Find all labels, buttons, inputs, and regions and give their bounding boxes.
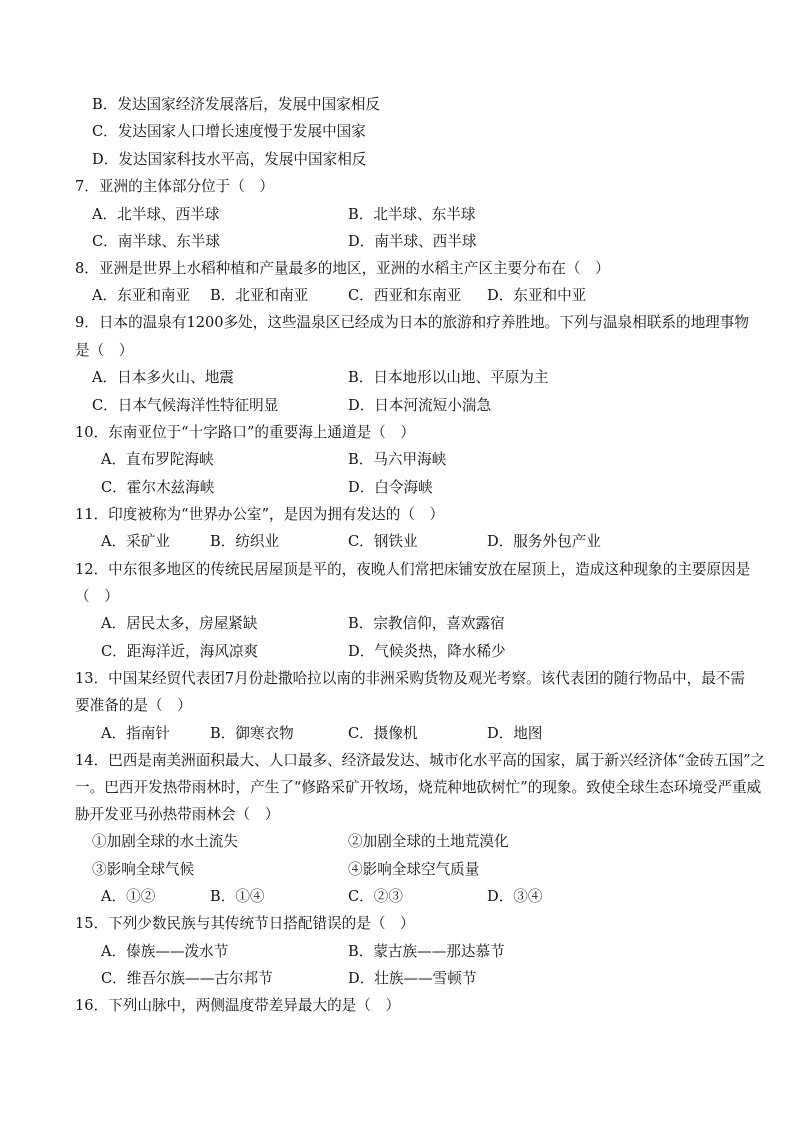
q11-option-d: D．服务外包产业 bbox=[487, 533, 601, 550]
q7-option-c: C．南半球、东半球 bbox=[92, 233, 220, 250]
q11-option-a: A．采矿业 bbox=[101, 533, 170, 550]
q9-stem-line2: 是（ ） bbox=[75, 342, 134, 359]
q6-option-d: D．发达国家科技水平高，发展中国家相反 bbox=[92, 151, 367, 168]
q9-option-d: D．日本河流短小湍急 bbox=[348, 397, 492, 414]
q10-option-b: B．马六甲海峡 bbox=[348, 451, 447, 468]
q13-option-b: B．御寒衣物 bbox=[210, 725, 294, 742]
q15-stem: 15．下列少数民族与其传统节日搭配错误的是（ ） bbox=[75, 915, 415, 932]
q13-option-a: A．指南针 bbox=[101, 725, 170, 742]
q8-stem: 8．亚洲是世界上水稻种植和产量最多的地区，亚洲的水稻主产区主要分布在（ ） bbox=[75, 260, 610, 277]
q15-option-b: B．蒙古族——那达慕节 bbox=[348, 943, 505, 960]
q14-option-c: C．②③ bbox=[348, 888, 403, 905]
q12-option-c: C．距海洋近，海风凉爽 bbox=[101, 643, 259, 660]
q6-option-c: C．发达国家人口增长速度慢于发展中国家 bbox=[92, 123, 366, 140]
q14-option-b: B．①④ bbox=[210, 888, 265, 905]
q12-option-d: D．气候炎热，降水稀少 bbox=[348, 643, 506, 660]
q11-stem: 11．印度被称为“世界办公室”，是因为拥有发达的（ ） bbox=[75, 506, 445, 523]
q12-stem-line2: （ ） bbox=[75, 588, 119, 605]
q13-stem-line1: 13．中国某经贸代表团7月份赴撒哈拉以南的非洲采购货物及观光考察。该代表团的随行物品中，最不需 bbox=[75, 670, 745, 687]
q8-option-d: D．东亚和中亚 bbox=[487, 287, 587, 304]
q7-option-a: A．北半球、西半球 bbox=[92, 206, 220, 223]
q13-stem-line2: 要准备的是（ ） bbox=[75, 697, 192, 714]
q10-stem: 10．东南亚位于“十字路口”的重要海上通道是（ ） bbox=[75, 424, 415, 441]
q14-stem-line2: 一。巴西开发热带雨林时，产生了“修路采矿开牧场，烧荒种地砍树忙”的现象。致使全球生态环境受严重威 bbox=[75, 779, 762, 796]
q12-option-b: B．宗教信仰，喜欢露宿 bbox=[348, 615, 505, 632]
q15-option-c: C．维吾尔族——古尔邦节 bbox=[101, 970, 273, 987]
q14-item-4: ④影响全球空气质量 bbox=[348, 861, 480, 878]
q10-option-a: A．直布罗陀海峡 bbox=[101, 451, 214, 468]
q11-option-b: B．纺织业 bbox=[210, 533, 280, 550]
q7-stem: 7．亚洲的主体部分位于（ ） bbox=[75, 178, 275, 195]
q9-stem-line1: 9．日本的温泉有1200多处，这些温泉区已经成为日本的旅游和疗养胜地。下列与温泉相联系的地理事物 bbox=[75, 314, 749, 331]
q12-stem-line1: 12．中东很多地区的传统民居屋顶是平的，夜晚人们常把床铺安放在屋顶上，造成这种现象的主要原因是 bbox=[75, 561, 751, 578]
q14-item-2: ②加剧全球的土地荒漠化 bbox=[348, 833, 509, 850]
q13-option-c: C．摄像机 bbox=[348, 725, 418, 742]
q9-option-c: C．日本气候海洋性特征明显 bbox=[92, 397, 279, 414]
q8-option-a: A．东亚和南亚 bbox=[92, 287, 191, 304]
q16-stem: 16．下列山脉中，两侧温度带差异最大的是（ ） bbox=[75, 997, 401, 1014]
q14-option-a: A．①② bbox=[101, 888, 156, 905]
q9-option-b: B．日本地形以山地、平原为主 bbox=[348, 369, 549, 386]
q14-stem-line3: 胁开发亚马孙热带雨林会（ ） bbox=[75, 806, 280, 823]
q15-option-a: A．傣族——泼水节 bbox=[101, 943, 229, 960]
q8-option-b: B．北亚和南亚 bbox=[210, 287, 309, 304]
q7-option-d: D．南半球、西半球 bbox=[348, 233, 477, 250]
q11-option-c: C．钢铁业 bbox=[348, 533, 418, 550]
q7-option-b: B．北半球、东半球 bbox=[348, 206, 476, 223]
q6-option-b: B．发达国家经济发展落后，发展中国家相反 bbox=[92, 96, 381, 113]
q12-option-a: A．居民太多，房屋紧缺 bbox=[101, 615, 258, 632]
q8-option-c: C．西亚和东南亚 bbox=[348, 287, 462, 304]
q13-option-d: D．地图 bbox=[487, 725, 543, 742]
q10-option-d: D．白令海峡 bbox=[348, 479, 433, 496]
q14-option-d: D．③④ bbox=[487, 888, 543, 905]
q15-option-d: D．壮族——雪顿节 bbox=[348, 970, 477, 987]
q14-item-1: ①加剧全球的水土流失 bbox=[92, 833, 238, 850]
q9-option-a: A．日本多火山、地震 bbox=[92, 369, 234, 386]
q14-item-3: ③影响全球气候 bbox=[92, 861, 195, 878]
q10-option-c: C．霍尔木兹海峡 bbox=[101, 479, 215, 496]
q14-stem-line1: 14．巴西是南美洲面积最大、人口最多、经济最发达、城市化水平高的国家，属于新兴经济体“金砖五国”之 bbox=[75, 752, 766, 769]
